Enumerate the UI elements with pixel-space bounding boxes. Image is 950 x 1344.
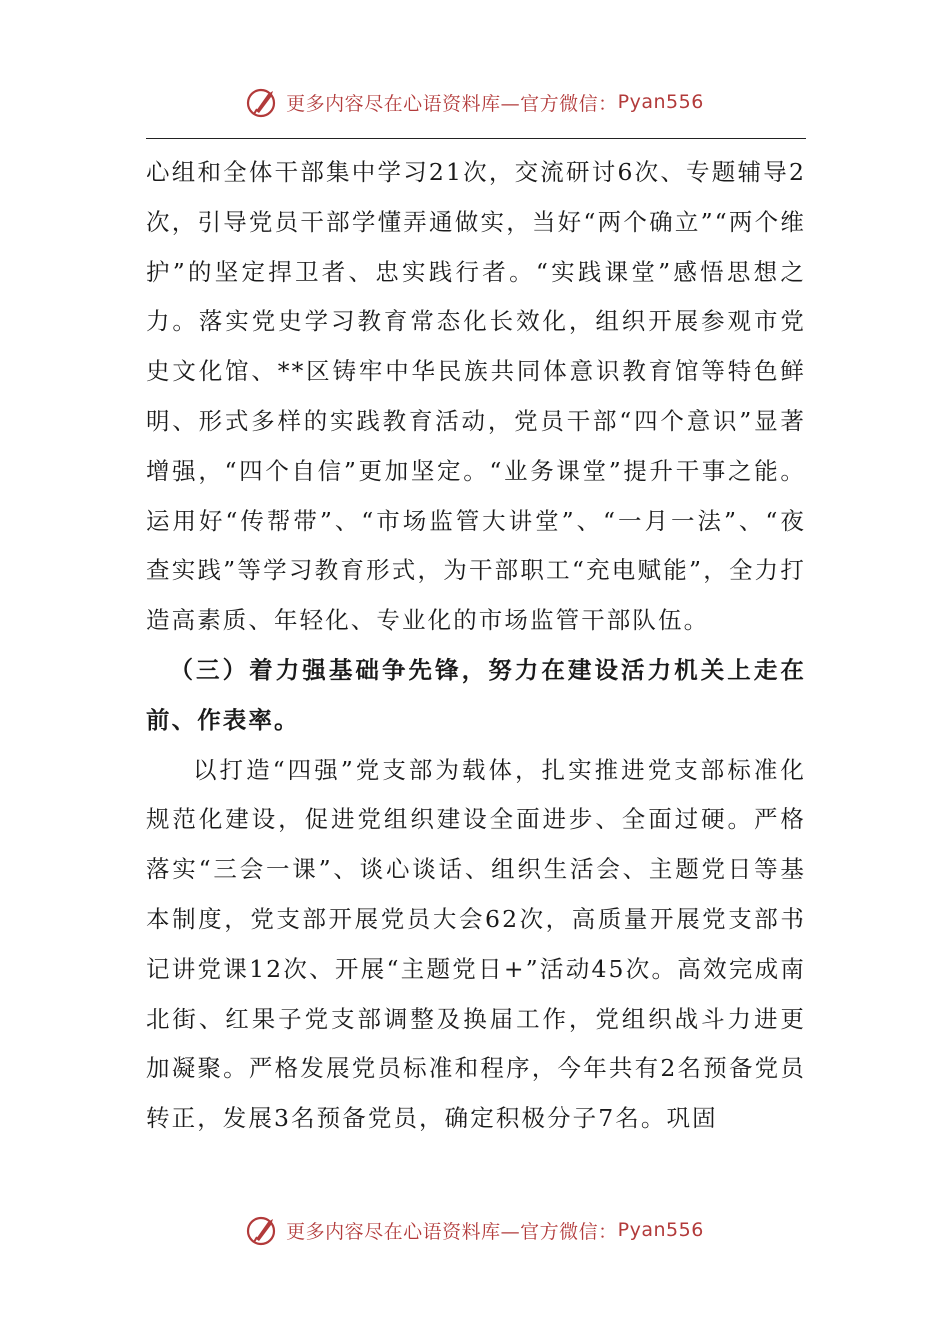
header-watermark — [0, 82, 950, 122]
watermark-wechat-id: Pyan556 — [617, 1219, 704, 1241]
watermark-wechat-id: Pyan556 — [617, 91, 704, 113]
pen-nib-logo-icon — [246, 1213, 280, 1247]
document-body — [146, 148, 806, 1144]
watermark-text: 更多内容尽在心语资料库—官方微信： — [286, 92, 618, 115]
watermark-text: 更多内容尽在心语资料库—官方微信： — [286, 1220, 618, 1243]
footer-watermark — [0, 1210, 950, 1250]
paragraph-continued: 心组和全体干部集中学习21次，交流研讨6次、专题辅导2次，引导党员干部学懂弄通做实，当好“两个确立”“两个维护”的坚定捍卫者、忠实践行者。“实践课堂”感悟思想之力。落实党史学习教育常态化长效化，组织开展参观市党史文化馆、**区铸牢中华民族共同体意识教育馆等特色鲜明、形式多样的实践教育活动，党员干部“四个意识”显著增强，“四个自信”更加坚定。“业务课堂”提升干事之能。运用好“传帮带”、“市场监管大讲堂”、“一月一法”、“夜查实践”等学习教育形式，为干部职工“充电赋能”，全力打造高素质、年轻化、专业化的市场监管干部队伍。 — [146, 158, 806, 635]
section-heading: （三）着力强基础争先锋，努力在建设活力机关上走在前、作表率。 — [146, 655, 806, 734]
header-divider — [146, 138, 806, 139]
pen-nib-logo-icon — [246, 85, 280, 119]
paragraph: 以打造“四强”党支部为载体，扎实推进党支部标准化规范化建设，促进党组织建设全面进步、全面过硬。严格落实“三会一课”、谈心谈话、组织生活会、主题党日等基本制度，党支部开展党员大会62次，高质量开展党支部书记讲党课12次、开展“主题党日+”活动45次。高效完成南北街、红果子党支部调整及换届工作，党组织战斗力进更加凝聚。严格发展党员标准和程序，今年共有2名预备党员转正，发展3名预备党员，确定积极分子7名。巩固 — [146, 755, 806, 1133]
